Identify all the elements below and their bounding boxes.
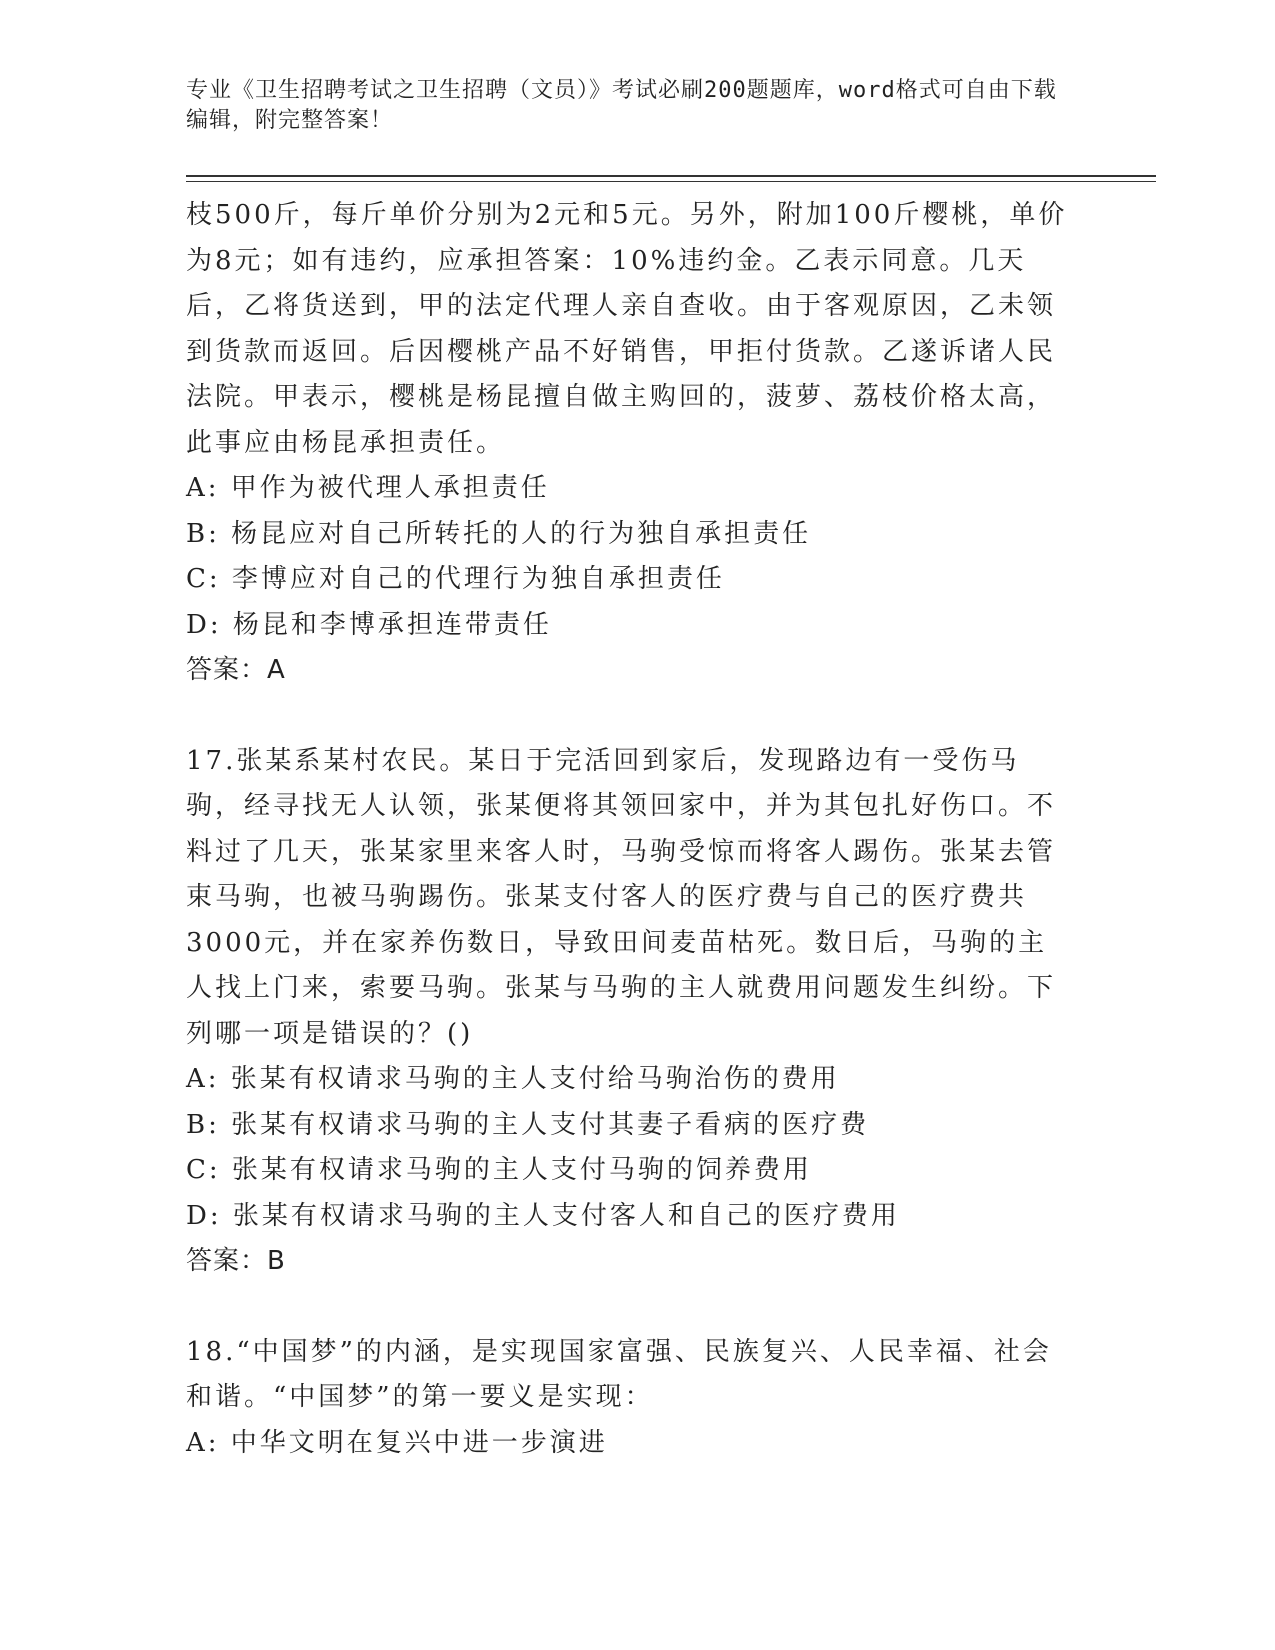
option-b: B: 张某有权请求马驹的主人支付其妻子看病的医疗费 bbox=[186, 1109, 870, 1140]
question-block bbox=[186, 193, 1076, 694]
document-body bbox=[186, 193, 1076, 1466]
option-c: C: 张某有权请求马驹的主人支付马驹的饲养费用 bbox=[186, 1155, 812, 1185]
question-text: 枝500斤，每斤单价分别为2元和5元。另外，附加100斤樱桃，单价为8元；如有违约，应承担答案：10%违约金。乙表示同意。几天后，乙将货送到，甲的法定代理人亲自查收。由于客观原因，乙未领到货款而返回。后因樱桃产品不好销售，甲拒付货款。乙遂诉诸人民法院。甲表示，樱桃是杨昆擅自做主购回的，菠萝、荔枝价格太高，此事应由杨昆承担责任。 bbox=[186, 200, 1068, 458]
spacer bbox=[186, 694, 1076, 739]
question-text: 17.张某系某村农民。某日于完活回到家后，发现路边有一受伤马驹，经寻找无人认领，张某便将其领回家中，并为其包扎好伤口。不料过了几天，张某家里来客人时，马驹受惊而将客人踢伤。张某去管束马驹，也被马驹踢伤。张某支付客人的医疗费与自己的医疗费共3000元，并在家养伤数日，导致田间麦苗枯死。数日后，马驹的主人找上门来，索要马驹。张某与马驹的主人就费用问题发生纠纷。下列哪一项是错误的？() bbox=[186, 745, 1057, 1049]
spacer bbox=[186, 1285, 1076, 1330]
option-a: A: 中华文明在复兴中进一步演进 bbox=[186, 1427, 608, 1458]
option-a: A: 甲作为被代理人承担责任 bbox=[186, 473, 550, 503]
option-a: A: 张某有权请求马驹的主人支付给马驹治伤的费用 bbox=[186, 1064, 840, 1094]
option-d: D: 杨昆和李博承担连带责任 bbox=[186, 609, 552, 640]
answer-line: 答案：A bbox=[186, 655, 286, 685]
header-divider-thick bbox=[186, 175, 1156, 177]
option-d: D: 张某有权请求马驹的主人支付客人和自己的医疗费用 bbox=[186, 1200, 900, 1231]
option-c: C: 李博应对自己的代理行为独自承担责任 bbox=[186, 564, 725, 594]
document-header: 专业《卫生招聘考试之卫生招聘（文员）》考试必刷200题题库，word格式可自由下载编辑，附完整答案！ bbox=[186, 78, 1057, 133]
answer-line: 答案：B bbox=[186, 1246, 286, 1276]
header-divider-thin bbox=[186, 181, 1156, 182]
question-text: 18.“中国梦”的内涵，是实现国家富强、民族复兴、人民幸福、社会和谐。“中国梦”的第一要义是实现： bbox=[186, 1336, 1052, 1412]
option-b: B: 杨昆应对自己所转托的人的行为独自承担责任 bbox=[186, 518, 812, 549]
question-block bbox=[186, 1330, 1076, 1467]
question-block bbox=[186, 739, 1076, 1285]
